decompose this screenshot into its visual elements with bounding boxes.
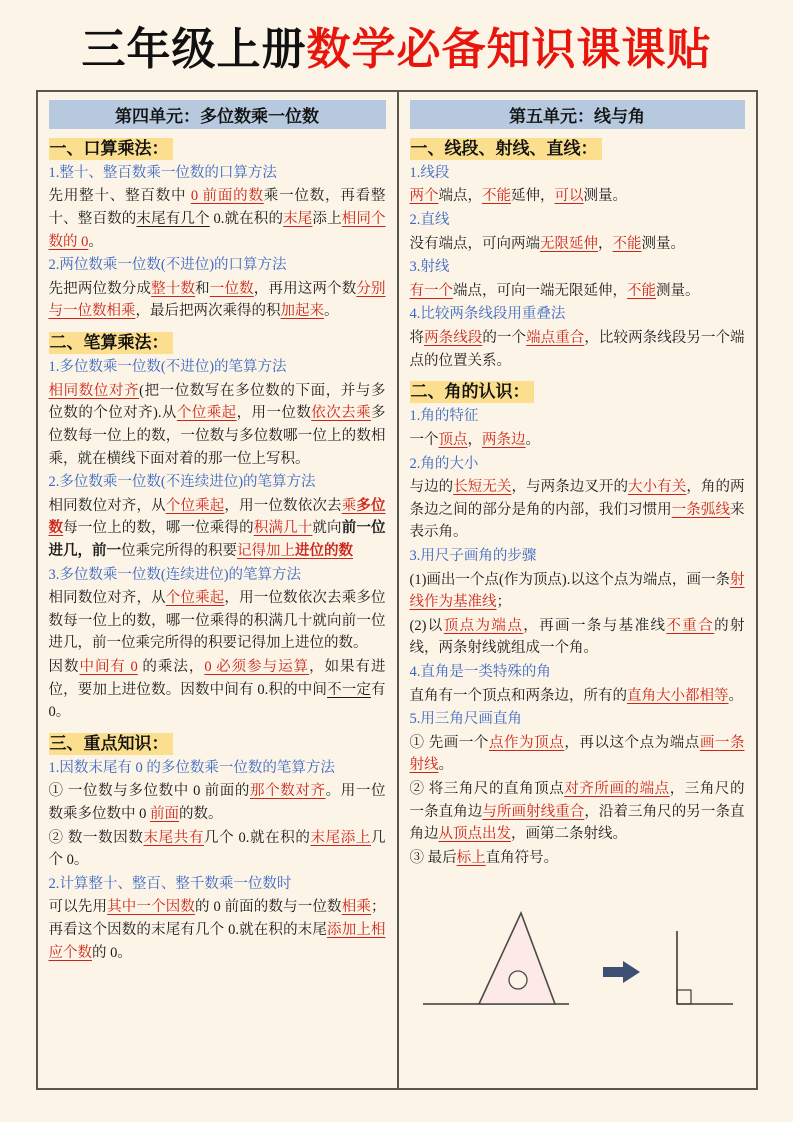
text-segment: 0 必须参与运算 [204, 658, 310, 675]
text-segment: 不能 [612, 235, 642, 252]
method-heading [410, 545, 745, 568]
text-segment: 测量。 [656, 282, 700, 299]
paragraph [49, 587, 386, 655]
paragraph [49, 495, 386, 563]
text-segment: 3.多位数乘一位数(连续进位)的笔算方法 [48, 566, 302, 583]
text-segment: 添上 [312, 211, 342, 228]
text-segment: (1)画出一个点(作为顶点).以这个点为端点，画一条 [409, 571, 730, 588]
text-segment: 1.线段 [409, 164, 450, 181]
text-segment: 端点，可向一端无限延伸， [453, 282, 627, 299]
column-unit4 [38, 92, 397, 1088]
text-segment: 3.射线 [409, 259, 450, 276]
text-segment: 和 [195, 280, 210, 297]
section-heading [410, 134, 745, 159]
text-segment: (把一位数写在多位数的下面，并与多位数的个位对齐).从 [48, 382, 386, 422]
section-heading-text: 一、口算乘法： [49, 138, 173, 160]
text-segment: 5.用三角尺画直角 [409, 711, 522, 728]
method-heading [410, 661, 745, 684]
text-segment: 点作为顶点 [489, 734, 565, 751]
text-segment: ② 将三角尺的直角顶点 [409, 781, 565, 798]
paragraph [49, 896, 386, 964]
text-segment: 3.用尺子画角的步骤 [409, 547, 537, 564]
method-heading [410, 453, 745, 476]
text-segment: 从顶点出发 [438, 826, 511, 843]
text-segment: 位乘完所得的积要 [121, 542, 237, 559]
text-segment: 1.整十、整百数乘一位数的口算方法 [48, 164, 277, 181]
set-square-hole [509, 971, 527, 989]
text-segment: 分别与一位数相乘 [48, 280, 386, 320]
method-heading [49, 873, 386, 896]
text-segment: 整十数 [151, 280, 196, 297]
text-segment: ，画第二条射线。 [511, 826, 627, 843]
method-heading [49, 471, 386, 494]
paragraph [410, 569, 745, 614]
text-segment: ； [496, 594, 511, 611]
text-segment: 的 0 前面的数与一位数 [195, 899, 342, 916]
text-segment: 。 [438, 757, 453, 774]
text-segment: 那个数对齐 [250, 783, 326, 800]
section-heading-text: 一、线段、射线、直线： [410, 138, 602, 160]
text-segment: 0.就在积的 [209, 211, 284, 228]
section-heading [49, 328, 386, 353]
arrow-right-icon [603, 961, 640, 983]
text-segment: (2)以 [409, 617, 444, 634]
text-segment: 就向 [312, 520, 342, 537]
text-segment: 相乘 [341, 899, 372, 916]
text-segment: ， [467, 431, 482, 448]
text-segment: 对齐所画的端点 [564, 781, 670, 798]
text-segment: 先把两位数分成 [48, 280, 152, 297]
text-segment: ，用一位数依次去乘多位数每一位上的数，哪一位乘得的积满几十就向前一位进几，前一位乘完所得的积要记得加上进位的数。 [48, 590, 386, 652]
text-segment: 没有端点，可向两端 [409, 235, 540, 252]
text-segment: 的射线，两条射线就组成一个角。 [409, 617, 745, 657]
text-segment: 不重合 [666, 617, 715, 634]
paragraph [410, 280, 745, 303]
text-segment: 进位的数 [295, 542, 353, 559]
method-heading [410, 405, 745, 428]
method-heading [410, 708, 745, 731]
page-title-subject: 数学必备知识课课贴 [306, 25, 712, 74]
text-segment: 端点重合 [526, 330, 585, 347]
text-segment: 个位乘起 [165, 590, 225, 607]
text-segment: ；再看这个因数的末尾有几个 0.就在积的末尾 [48, 899, 386, 939]
text-segment: 个位乘起 [176, 405, 237, 422]
text-segment: 与所画射线重合 [482, 803, 585, 820]
content-sheet [36, 90, 758, 1090]
text-segment: 末尾有几个 [136, 211, 210, 228]
text-segment: 不一定 [327, 681, 372, 698]
method-heading [410, 303, 745, 326]
text-segment: ， [598, 235, 613, 252]
text-segment: 可以 [554, 188, 584, 205]
right-angle-demo-svg [419, 903, 735, 1021]
paragraph [410, 778, 745, 846]
text-segment: ，再用这两个数 [253, 280, 357, 297]
text-segment: ，再画一条与基准线 [523, 617, 667, 634]
text-segment: 依次去乘 [311, 405, 372, 422]
text-segment: ，沿着三角尺的另一条直角边 [409, 803, 745, 843]
paragraph [49, 656, 386, 724]
text-segment: ，最后把两次乘得的积 [135, 303, 281, 320]
page-title [0, 0, 793, 77]
text-segment: ③ 最后 [409, 849, 457, 866]
text-segment: 一个 [409, 431, 439, 448]
text-segment: 末尾共有 [143, 829, 204, 846]
text-segment: 测量。 [641, 235, 685, 252]
text-segment: 延伸， [511, 188, 555, 205]
text-segment: 1.因数末尾有 0 的多位数乘一位数的笔算方法 [48, 759, 335, 776]
method-heading [49, 757, 386, 780]
text-segment: 乘 [341, 497, 357, 514]
text-segment: 直角有一个顶点和两条边，所有的 [409, 687, 627, 704]
text-segment: 4.比较两条线段用重叠法 [409, 306, 566, 323]
text-segment: 直角符号。 [485, 849, 559, 866]
text-segment: ① 先画一个 [409, 734, 489, 751]
method-heading [49, 162, 386, 185]
text-segment: 来表示角。 [409, 501, 745, 541]
paragraph [49, 380, 386, 470]
method-heading [410, 209, 745, 232]
method-heading [49, 254, 386, 277]
text-segment: 2.多位数乘一位数(不连续进位)的笔算方法 [48, 474, 316, 491]
paragraph [410, 615, 745, 660]
text-segment: ，用一位数 [236, 405, 312, 422]
paragraph [410, 685, 745, 708]
set-square-icon [479, 913, 555, 1004]
text-segment: 的 0。 [92, 944, 132, 961]
text-segment: 长短无关 [453, 479, 512, 496]
text-segment: 射线作为基准线 [409, 571, 745, 611]
text-segment: 。 [88, 233, 103, 250]
text-segment: 2.直线 [409, 212, 450, 229]
text-segment: 相同数位对齐，从 [48, 590, 166, 607]
paragraph [410, 185, 745, 208]
text-segment: 积满几十 [253, 520, 313, 537]
text-segment: 端点， [438, 188, 482, 205]
paragraph [49, 185, 386, 253]
text-segment: 2.计算整十、整百、整千数乘一位数时 [48, 875, 292, 892]
text-segment: 先用整十、整百数中 [48, 188, 191, 205]
section-heading-text: 二、角的认识： [410, 381, 534, 403]
text-segment: 记得加上 [237, 542, 295, 559]
column-unit5 [397, 92, 756, 1088]
text-segment: 。 [324, 303, 339, 320]
text-segment: 乘一位数，再看整十、整百数的 [48, 188, 386, 228]
paragraph [410, 847, 745, 870]
text-segment: 标上 [456, 849, 486, 866]
text-segment: ，角的两条边之间的部分是角的内部，我们习惯用 [409, 479, 745, 518]
column-header-unit4: 第四单元：多位数乘一位数 [49, 100, 386, 129]
text-segment: 前一位进几，前一 [48, 520, 386, 559]
section-heading-text: 三、重点知识： [49, 733, 173, 755]
text-segment: 1.多位数乘一位数(不进位)的笔算方法 [48, 359, 287, 376]
section-heading [49, 134, 386, 159]
text-segment: 无限延伸 [540, 235, 598, 252]
text-segment: 直角大小都相等 [627, 687, 729, 704]
text-segment: 不能 [482, 188, 511, 205]
text-segment: 添加上相应个数 [48, 922, 386, 961]
text-segment: 两条边 [482, 431, 526, 448]
text-segment: 。 [525, 431, 540, 448]
column-header-unit5: 第五单元：线与角 [410, 100, 745, 129]
text-segment: 顶点 [438, 431, 468, 448]
text-segment: 有一个 [409, 282, 453, 299]
paragraph [410, 233, 745, 256]
text-segment: 相同数位对齐，从 [48, 497, 166, 514]
text-segment: 其中一个因数 [107, 899, 196, 916]
text-segment: 有 0。 [48, 681, 386, 721]
text-segment: 个位乘起 [165, 497, 225, 514]
text-segment: 顶点为端点 [443, 617, 524, 634]
text-segment: 2.两位数乘一位数(不进位)的口算方法 [48, 257, 287, 274]
text-segment: 不能 [627, 282, 656, 299]
text-segment: 一位数 [209, 280, 254, 297]
text-segment: 多位数 [48, 497, 386, 537]
text-segment: 。用一位数乘多位数中 0 [48, 783, 386, 823]
text-segment: 多位数每一位上的数，一位数与多位数哪一位上的数相乘，就在横线下面对着的那一位上写积。 [48, 405, 386, 467]
text-segment: 1.角的特征 [409, 408, 479, 425]
page-title-grade: 三年级上册 [81, 25, 307, 74]
text-segment: 。 [728, 687, 743, 704]
method-heading [410, 256, 745, 279]
text-segment: 几个 0.就在积的 [204, 829, 311, 846]
right-angle-demo-figure [410, 903, 745, 1021]
text-segment: 中间有 0 [79, 658, 138, 675]
text-segment: 两条线段 [424, 330, 483, 347]
section-heading [410, 377, 745, 402]
text-segment: 0 前面的数 [190, 188, 264, 205]
paragraph [410, 476, 745, 544]
text-segment: ，与两条边叉开的 [511, 479, 629, 496]
paragraph [410, 327, 745, 372]
text-segment: ，再以这个点为端点 [564, 734, 700, 751]
method-heading [49, 356, 386, 379]
method-heading [49, 564, 386, 587]
section-heading-text: 二、笔算乘法： [49, 332, 173, 354]
text-segment: ，比较两条线段另一个端点的位置关系。 [409, 330, 745, 369]
text-segment: 每一位上的数，哪一位乘得的 [63, 520, 254, 537]
text-segment: 的乘法， [137, 658, 205, 675]
text-segment: 相同个数的 0 [48, 211, 386, 250]
text-segment: 的一个 [482, 330, 527, 347]
right-angle-mark-icon [677, 990, 691, 1004]
section-heading [49, 729, 386, 754]
text-segment: 几个 0。 [48, 829, 386, 869]
text-segment: 将 [409, 330, 425, 347]
text-segment: ，用一位数依次去 [224, 497, 342, 514]
text-segment: 测量。 [583, 188, 627, 205]
method-heading [410, 162, 745, 185]
text-segment: ，三角尺的一条直角边 [409, 781, 745, 820]
text-segment: 2.角的大小 [409, 455, 479, 472]
text-segment: 前面 [150, 806, 179, 823]
text-segment: 画一条射线 [409, 734, 745, 774]
text-segment: ② 数一数因数 [48, 829, 144, 846]
text-segment: 一条弧线 [671, 501, 731, 518]
text-segment: ① 一位数与多位数中 0 前面的 [48, 783, 250, 800]
text-segment: 的数。 [179, 806, 223, 823]
text-segment: 末尾添上 [310, 829, 371, 846]
text-segment: 大小有关 [628, 479, 687, 496]
paragraph [49, 278, 386, 323]
text-segment: 可以先用 [48, 899, 108, 916]
text-segment: 4.直角是一类特殊的角 [409, 663, 551, 680]
paragraph [49, 827, 386, 872]
paragraph [49, 780, 386, 825]
text-segment: 因数 [48, 658, 80, 675]
text-segment: 加起来 [280, 303, 324, 320]
text-segment: 与边的 [409, 479, 454, 496]
text-segment: 相同数位对齐 [48, 382, 140, 399]
text-segment: 两个 [409, 188, 439, 205]
paragraph [410, 732, 745, 777]
text-segment: ，如果有进位，要加上进位数。因数中间有 0.积的中间 [48, 658, 386, 698]
paragraph [410, 429, 745, 452]
text-segment: 末尾 [283, 211, 313, 228]
